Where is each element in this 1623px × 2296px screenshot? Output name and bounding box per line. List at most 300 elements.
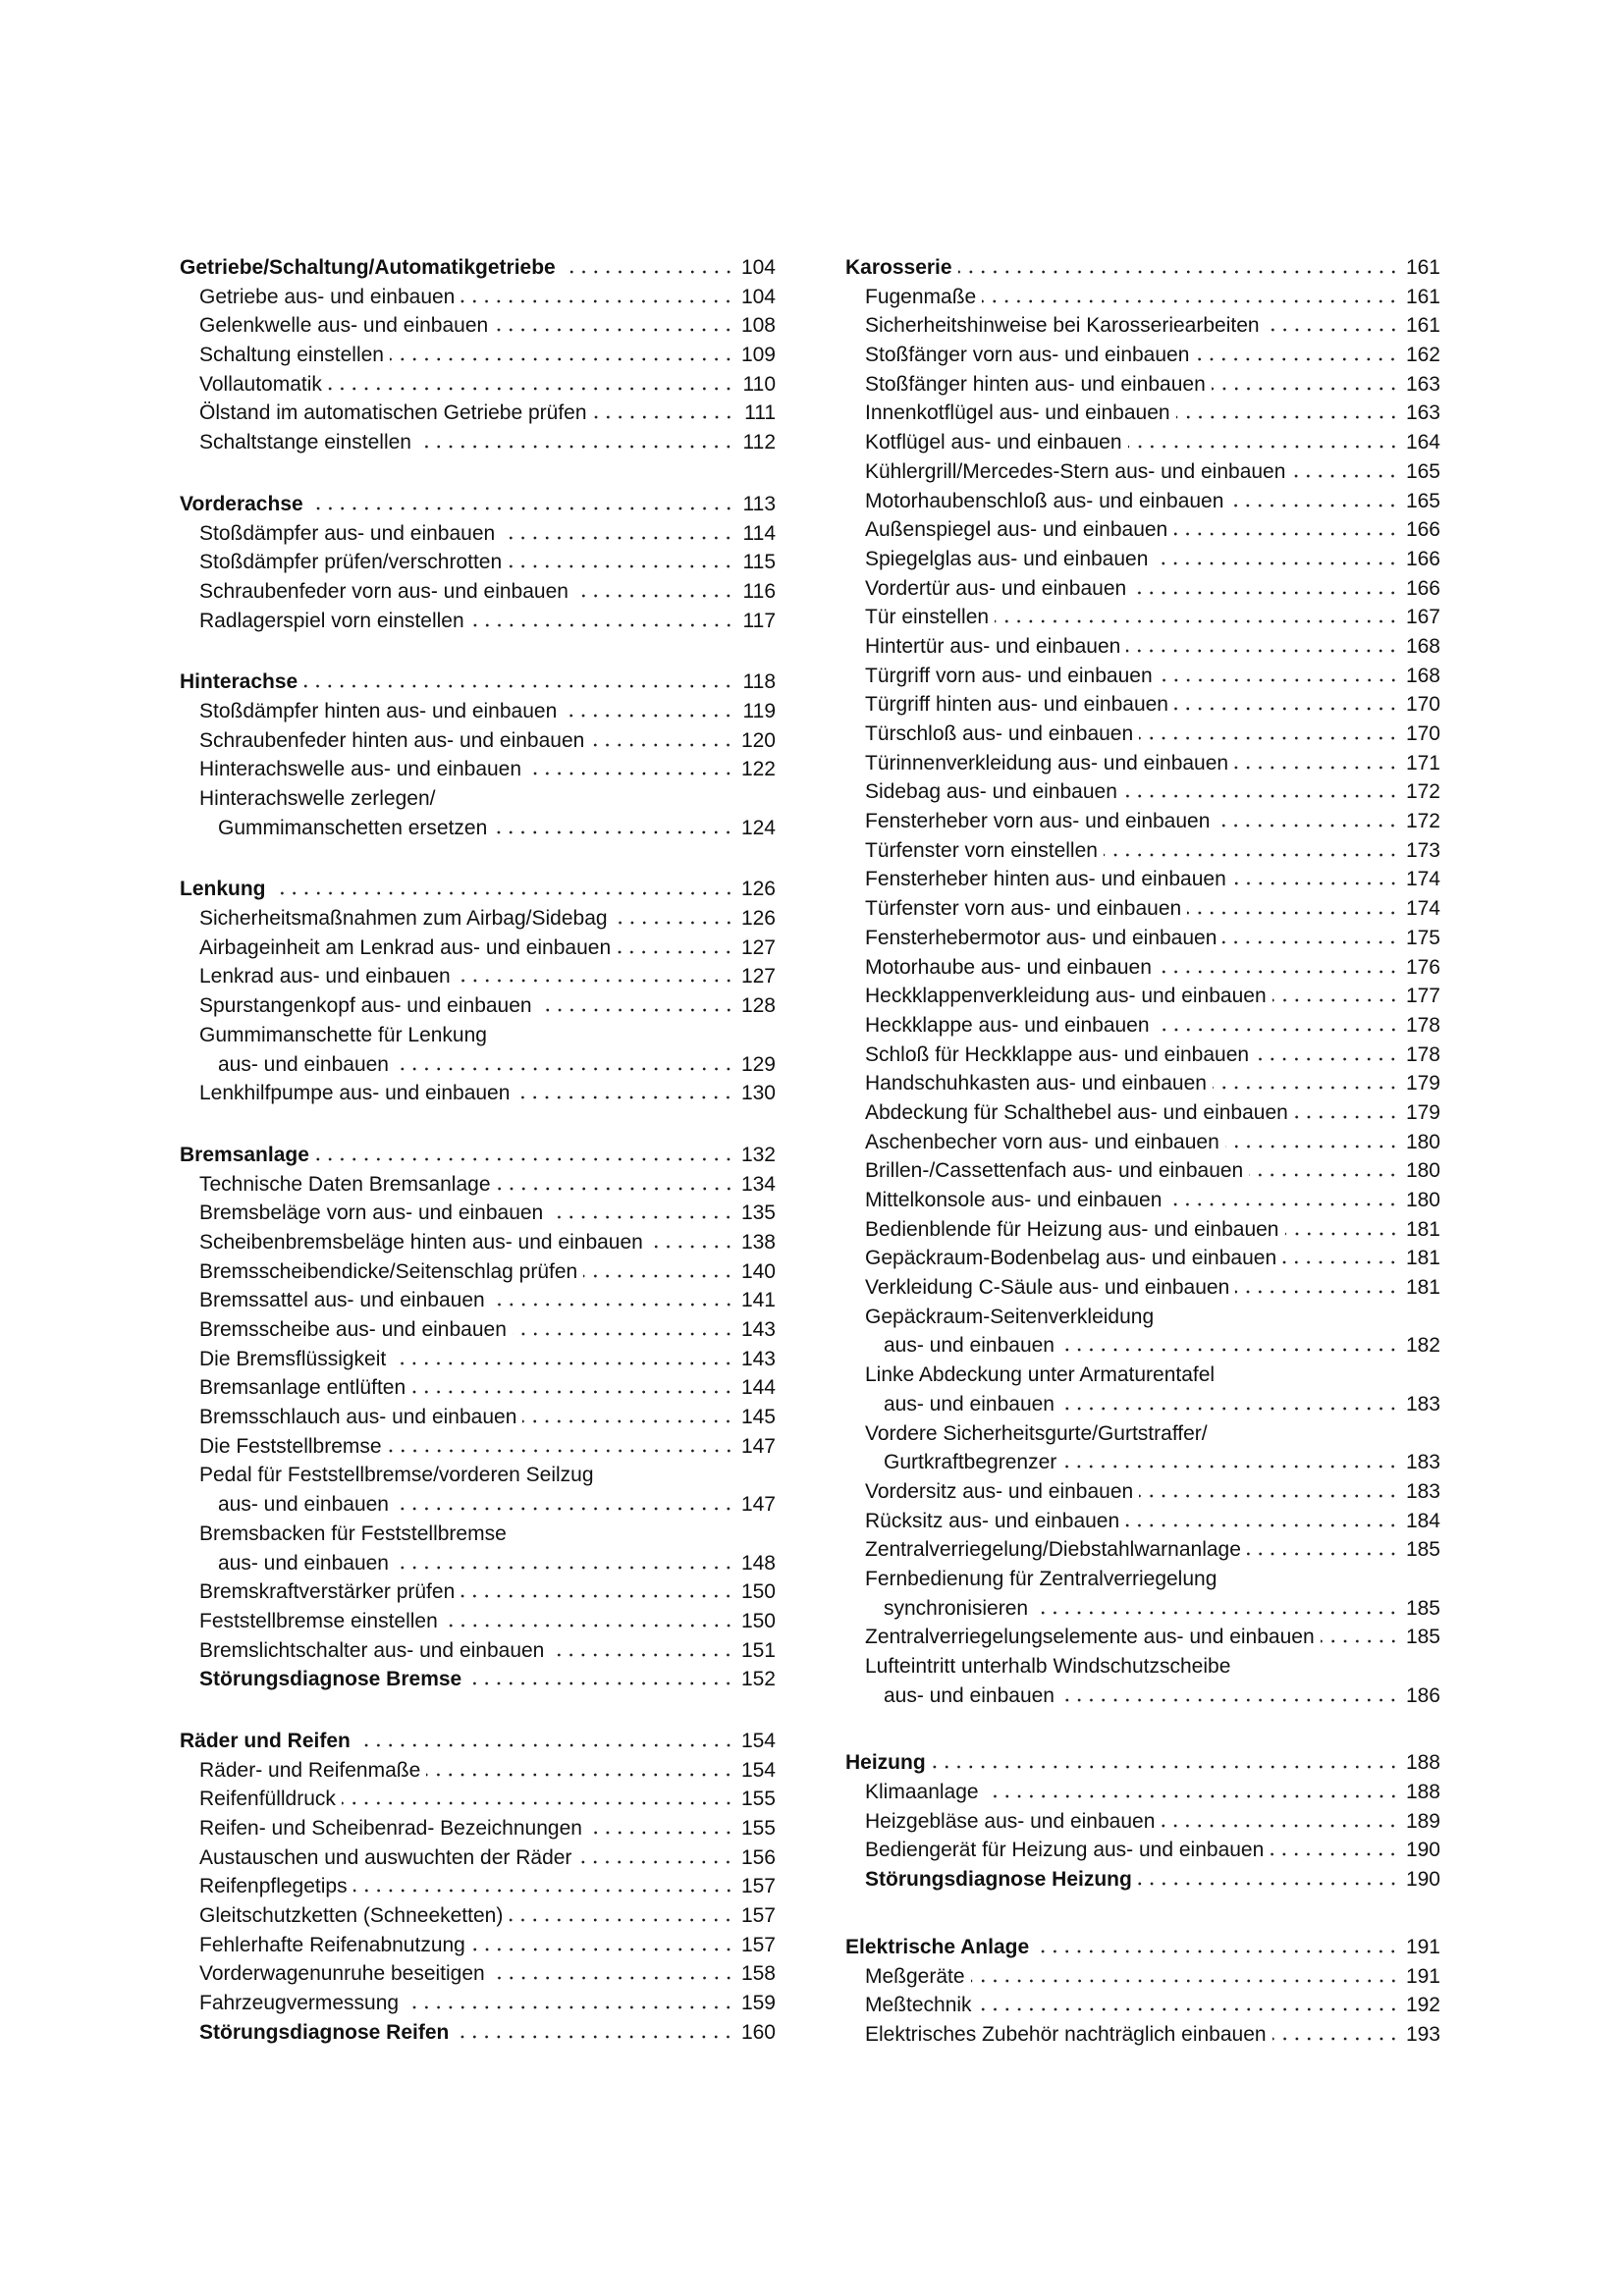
dot-leader	[303, 684, 734, 688]
page-number: 192	[1405, 1994, 1440, 2017]
entry-label: Stoßdämpfer aus- und einbauen	[199, 521, 496, 545]
page-number: 182	[1405, 1334, 1440, 1358]
entry-label: Fensterheber vorn aus- und einbauen	[865, 810, 1211, 833]
page-number: 163	[1405, 372, 1440, 396]
page-number: 154	[740, 1729, 776, 1752]
dot-leader	[1128, 445, 1399, 449]
entry-label: Heizgebläse aus- und einbauen	[865, 1809, 1156, 1833]
entry-label: Klimaanlage	[865, 1781, 979, 1804]
entry-label: aus- und einbauen	[884, 1683, 1055, 1707]
entry-label: Vorderachse	[180, 492, 303, 515]
toc-entry	[845, 982, 1440, 1011]
toc-entry-continuation	[180, 1050, 776, 1080]
toc-section	[180, 667, 776, 842]
toc-entry	[845, 1156, 1440, 1186]
page-number: 126	[740, 907, 776, 931]
entry-label: Aschenbecher vorn aus- und einbauen	[865, 1130, 1219, 1153]
page-number: 191	[1405, 1935, 1440, 1958]
page-number: 172	[1405, 810, 1440, 833]
toc-entry	[845, 1215, 1440, 1245]
page-number: 108	[740, 314, 776, 338]
dot-leader	[411, 1390, 734, 1394]
dot-leader	[405, 2005, 734, 2009]
dot-leader	[494, 328, 734, 332]
entry-label: Elektrische Anlage	[845, 1935, 1030, 1958]
page-number: 134	[740, 1172, 776, 1196]
dot-leader	[513, 1332, 734, 1336]
toc-section	[180, 490, 776, 635]
toc-entry	[845, 515, 1440, 545]
page-number: 175	[1405, 926, 1440, 949]
entry-label: Räder- und Reifenmaße	[199, 1758, 421, 1782]
page-number: 168	[1405, 634, 1440, 658]
dot-leader	[1321, 1639, 1399, 1643]
dot-leader	[315, 1157, 734, 1161]
dot-leader	[1123, 794, 1399, 798]
entry-label: Die Feststellbremse	[199, 1434, 382, 1458]
dot-leader	[309, 507, 734, 510]
toc-section	[180, 875, 776, 1108]
dot-leader	[426, 1773, 734, 1777]
toc-entry	[180, 1665, 776, 1694]
page-number: 145	[740, 1406, 776, 1429]
dot-leader	[590, 743, 734, 747]
page-number: 141	[740, 1289, 776, 1312]
page-number: 120	[740, 728, 776, 752]
page-number: 178	[1405, 1013, 1440, 1037]
entry-label: aus- und einbauen	[884, 1392, 1055, 1415]
page-number: 126	[740, 878, 776, 901]
page-number: 173	[1405, 838, 1440, 862]
entry-label: Störungsdiagnose Reifen	[199, 2020, 450, 2044]
page-number: 179	[1405, 1100, 1440, 1124]
dot-leader	[549, 1215, 734, 1219]
toc-entry	[845, 662, 1440, 691]
toc-entry	[180, 519, 776, 549]
toc-entry	[845, 341, 1440, 370]
entry-label: Sidebag aus- und einbauen	[865, 780, 1117, 804]
page-number: 152	[740, 1668, 776, 1691]
page-number: 118	[742, 670, 776, 694]
toc-entry	[845, 1011, 1440, 1041]
toc-entry	[180, 1959, 776, 1989]
entry-label: Rücksitz aus- und einbauen	[865, 1509, 1120, 1532]
page-number: 148	[740, 1551, 776, 1575]
entry-label: Spurstangenkopf aus- und einbauen	[199, 994, 532, 1018]
toc-entry-continuation	[180, 814, 776, 843]
page-number: 172	[1405, 780, 1440, 804]
entry-label: Bremsbeläge vorn aus- und einbauen	[199, 1201, 544, 1225]
toc-entry	[845, 777, 1440, 807]
dot-leader	[562, 270, 734, 274]
entry-label: Hinterachse	[180, 670, 298, 694]
dot-leader	[1158, 970, 1399, 974]
page-number: 163	[1405, 401, 1440, 425]
toc-entry	[845, 894, 1440, 924]
entry-label: Innenkotflügel aus- und einbauen	[865, 401, 1170, 425]
dot-leader	[1125, 1523, 1399, 1527]
toc-entry	[845, 1535, 1440, 1565]
entry-label: Zentralverriegelung/Diebstahlwarnanlage	[865, 1538, 1241, 1562]
entry-label: Kotflügel aus- und einbauen	[865, 431, 1122, 454]
dot-leader	[272, 891, 735, 895]
toc-entry-continuation	[845, 1390, 1440, 1419]
entry-label: Störungsdiagnose Bremse	[199, 1668, 462, 1691]
toc-section	[180, 1141, 776, 1694]
toc-entry	[845, 1836, 1440, 1865]
page-number: 147	[740, 1493, 776, 1517]
toc-entry	[845, 1244, 1440, 1273]
dot-leader	[1167, 1202, 1399, 1206]
page-number: 111	[744, 401, 776, 425]
dot-leader	[395, 1507, 734, 1511]
entry-label: aus- und einbauen	[218, 1493, 389, 1517]
dot-leader	[1139, 736, 1399, 740]
entry-label: Radlagerspiel vorn einstellen	[199, 609, 464, 632]
dot-leader	[353, 1889, 734, 1893]
toc-entry	[845, 1273, 1440, 1303]
toc-entry	[180, 2018, 776, 2048]
dot-leader	[614, 921, 734, 925]
dot-leader	[1272, 998, 1399, 1002]
section-heading	[845, 1748, 1440, 1778]
toc-entry	[845, 807, 1440, 836]
entry-label: Schraubenfeder vorn aus- und einbauen	[199, 579, 568, 603]
entry-label: Reifenfülldruck	[199, 1788, 336, 1811]
toc-section	[845, 1933, 1440, 2050]
page-number: 104	[740, 256, 776, 279]
dot-leader	[1266, 328, 1399, 332]
page-number: 132	[740, 1143, 776, 1166]
dot-leader	[1255, 1057, 1399, 1061]
dot-leader	[342, 1801, 734, 1805]
page-number: 165	[1405, 489, 1440, 512]
dot-leader	[574, 594, 734, 598]
entry-label: synchronisieren	[884, 1596, 1029, 1620]
page-number: 185	[1405, 1596, 1440, 1620]
toc-entry	[845, 428, 1440, 457]
page-number: 183	[1405, 1479, 1440, 1503]
page-number: 161	[1405, 256, 1440, 279]
dot-leader	[1232, 881, 1399, 885]
toc-entry	[180, 697, 776, 726]
page-number: 127	[740, 965, 776, 988]
dot-leader	[985, 1794, 1399, 1798]
entry-label: Bremsscheibe aus- und einbauen	[199, 1318, 507, 1341]
toc-entry	[845, 1652, 1440, 1682]
page-number: 150	[740, 1580, 776, 1604]
dot-leader	[501, 536, 734, 540]
toc-entry	[845, 690, 1440, 720]
toc-entry	[845, 865, 1440, 894]
entry-label: Linke Abdeckung unter Armaturentafel	[865, 1363, 1216, 1387]
dot-leader	[1187, 911, 1399, 915]
dot-leader	[1213, 1086, 1399, 1090]
page-number: 135	[740, 1201, 776, 1225]
entry-label: Abdeckung für Schalthebel aus- und einbauen	[865, 1100, 1288, 1124]
dot-leader	[395, 1067, 734, 1071]
toc-entry	[180, 1021, 776, 1050]
page-number: 170	[1405, 693, 1440, 717]
page-number: 128	[740, 994, 776, 1018]
page-number: 165	[1405, 459, 1440, 483]
dot-leader	[1174, 707, 1399, 711]
entry-label: Spiegelglas aus- und einbauen	[865, 547, 1149, 570]
page-number: 185	[1405, 1538, 1440, 1562]
dot-leader	[593, 415, 734, 419]
toc-entry	[180, 1636, 776, 1666]
entry-label: Stoßfänger hinten aus- und einbauen	[865, 372, 1206, 396]
page-number: 161	[1405, 314, 1440, 338]
entry-label: Sicherheitshinweise bei Karosseriearbeiten	[865, 314, 1260, 338]
toc-section	[845, 1748, 1440, 1894]
dot-leader	[395, 1566, 734, 1570]
toc-entry	[845, 487, 1440, 516]
toc-entry	[180, 399, 776, 428]
dot-leader	[1285, 1232, 1400, 1236]
toc-entry	[845, 749, 1440, 778]
toc-entry	[180, 1373, 776, 1403]
toc-entry	[180, 1345, 776, 1374]
dot-leader	[1126, 649, 1399, 653]
page-number: 157	[740, 1904, 776, 1928]
dot-leader	[1294, 1115, 1399, 1119]
toc-entry	[180, 1520, 776, 1549]
page-number: 117	[742, 609, 776, 632]
toc-entry	[180, 784, 776, 814]
entry-label: Hinterachswelle zerlegen/	[199, 787, 436, 810]
entry-label: Türfenster vorn einstellen	[865, 838, 1098, 862]
dot-leader	[1060, 1348, 1399, 1352]
dot-leader	[471, 1948, 734, 1951]
page-number: 162	[1405, 344, 1440, 367]
entry-label: Hintertür aus- und einbauen	[865, 634, 1121, 658]
page-number: 160	[740, 2020, 776, 2044]
dot-leader	[1282, 1260, 1399, 1264]
page-number: 178	[1405, 1042, 1440, 1066]
toc-entry	[180, 1461, 776, 1490]
page-number: 170	[1405, 722, 1440, 745]
toc-entry-continuation	[845, 1682, 1440, 1711]
entry-label: Vorderwagenunruhe beseitigen	[199, 1962, 485, 1986]
dot-leader	[995, 619, 1399, 623]
page-number: 157	[740, 1875, 776, 1898]
entry-label: Heckklappe aus- und einbauen	[865, 1013, 1150, 1037]
toc-entry	[180, 1989, 776, 2018]
dot-leader	[1249, 1173, 1399, 1177]
dot-leader	[1159, 678, 1399, 682]
dot-leader	[460, 299, 734, 303]
section-heading	[180, 1141, 776, 1170]
toc-entry	[180, 341, 776, 370]
dot-leader	[455, 2035, 734, 2039]
toc-entry	[180, 1785, 776, 1814]
entry-label: Motorhaubenschloß aus- und einbauen	[865, 489, 1224, 512]
entry-label: Hinterachswelle aus- und einbauen	[199, 758, 522, 781]
toc-entry	[845, 1477, 1440, 1507]
dot-leader	[1132, 591, 1399, 595]
page-number: 150	[740, 1609, 776, 1632]
entry-label: Karosserie	[845, 256, 952, 279]
page-number: 193	[1405, 2022, 1440, 2046]
page-number: 177	[1405, 985, 1440, 1008]
page-number: 119	[742, 699, 776, 722]
toc-entry	[180, 1257, 776, 1287]
entry-label: Reifenpflegetips	[199, 1875, 348, 1898]
toc-entry	[845, 1419, 1440, 1449]
toc-entry	[845, 1507, 1440, 1536]
entry-label: Bediengerät für Heizung aus- und einbauen	[865, 1839, 1265, 1862]
entry-label: Gummimanschetten ersetzen	[218, 816, 488, 839]
page-number: 114	[742, 521, 776, 545]
entry-label: Bremsanlage	[180, 1143, 309, 1166]
dot-leader	[617, 950, 734, 954]
page-number: 180	[1405, 1130, 1440, 1153]
entry-label: Bremslichtschalter aus- und einbauen	[199, 1638, 545, 1662]
dot-leader	[1060, 1698, 1399, 1702]
entry-label: Feststellbremse einstellen	[199, 1609, 438, 1632]
toc-entry	[180, 1170, 776, 1200]
entry-label: Fensterheber hinten aus- und einbauen	[865, 868, 1226, 891]
dot-leader	[491, 1976, 734, 1980]
dot-leader	[1229, 504, 1399, 507]
toc-section	[845, 253, 1440, 1710]
page-number: 164	[1405, 431, 1440, 454]
entry-label: Gleitschutzketten (Schneeketten)	[199, 1904, 504, 1928]
toc-entry	[180, 548, 776, 577]
toc-entry	[180, 607, 776, 636]
entry-label: Türschloß aus- und einbauen	[865, 722, 1134, 745]
dot-leader	[1247, 1552, 1399, 1556]
toc-entry	[845, 545, 1440, 574]
dot-leader	[470, 623, 734, 627]
dot-leader	[1173, 532, 1399, 536]
dot-leader	[958, 270, 1399, 274]
entry-label: Tür einstellen	[865, 606, 990, 629]
page-number: 140	[740, 1259, 776, 1283]
entry-label: Ölstand im automatischen Getriebe prüfen	[199, 401, 587, 425]
section-heading	[845, 253, 1440, 283]
page-number: 166	[1405, 518, 1440, 542]
dot-leader	[932, 1765, 1399, 1769]
entry-label: Meßgeräte	[865, 1964, 965, 1988]
dot-leader	[1270, 1852, 1399, 1856]
toc-entry	[180, 1872, 776, 1901]
dot-leader	[515, 1095, 734, 1099]
page-number: 130	[740, 1082, 776, 1105]
page-number: 122	[740, 758, 776, 781]
entry-label: Austauschen und auswuchten der Räder	[199, 1845, 572, 1869]
dot-leader	[457, 979, 734, 983]
dot-leader	[1062, 1465, 1399, 1468]
toc-entry	[180, 1286, 776, 1315]
entry-label: Handschuhkasten aus- und einbauen	[865, 1072, 1207, 1095]
dot-leader	[1035, 1949, 1399, 1953]
dot-leader	[508, 564, 734, 568]
entry-label: Getriebe aus- und einbauen	[199, 285, 456, 308]
toc-entry-continuation	[845, 1448, 1440, 1477]
dot-leader	[1216, 824, 1399, 828]
dot-leader	[388, 1449, 734, 1453]
dot-leader	[444, 1624, 734, 1628]
toc-entry	[180, 577, 776, 607]
entry-label: Fugenmaße	[865, 285, 977, 308]
toc-entry	[845, 1361, 1440, 1390]
dot-leader	[1272, 2037, 1399, 2041]
dot-leader	[356, 1743, 734, 1747]
dot-leader	[460, 1594, 734, 1598]
dot-leader	[583, 1274, 734, 1278]
entry-label: Vordersitz aus- und einbauen	[865, 1479, 1134, 1503]
page-number: 127	[740, 935, 776, 959]
toc-entry	[180, 726, 776, 756]
entry-label: Bremssattel aus- und einbauen	[199, 1289, 485, 1312]
dot-leader	[1161, 1824, 1399, 1828]
entry-label: Türgriff hinten aus- und einbauen	[865, 693, 1168, 717]
toc-entry	[180, 991, 776, 1021]
page-number: 184	[1405, 1509, 1440, 1532]
page-number: 166	[1405, 576, 1440, 600]
entry-label: Türfenster vorn aus- und einbauen	[865, 897, 1182, 921]
toc-entry	[180, 755, 776, 784]
toc-entry-continuation	[845, 1594, 1440, 1624]
entry-label: Lufteintritt unterhalb Windschutzscheibe	[865, 1655, 1231, 1678]
entry-label: Fensterhebermotor aus- und einbauen	[865, 926, 1217, 949]
dot-leader	[1060, 1407, 1399, 1411]
entry-label: Vordere Sicherheitsgurte/Gurtstraffer/	[865, 1421, 1208, 1445]
dot-leader	[1139, 1494, 1399, 1498]
toc-entry	[845, 283, 1440, 312]
entry-label: Bremsbacken für Feststellbremse	[199, 1522, 507, 1545]
toc-entry	[180, 428, 776, 457]
toc-entry	[845, 1041, 1440, 1070]
entry-label: Heckklappenverkleidung aus- und einbauen	[865, 985, 1267, 1008]
toc-entry	[180, 1403, 776, 1432]
dot-leader	[1212, 387, 1399, 391]
toc-column-left	[180, 253, 776, 2080]
entry-label: Verkleidung C-Säule aus- und einbauen	[865, 1276, 1230, 1300]
toc-entry	[180, 1199, 776, 1228]
dot-leader	[577, 1860, 734, 1864]
dot-leader	[538, 1008, 734, 1012]
page-number: 180	[1405, 1159, 1440, 1183]
page-number: 124	[740, 816, 776, 839]
entry-label: Gepäckraum-Bodenbelag aus- und einbauen	[865, 1247, 1277, 1270]
toc-entry	[845, 603, 1440, 632]
entry-label: Stoßfänger vorn aus- und einbauen	[865, 344, 1190, 367]
entry-label: Stoßdämpfer hinten aus- und einbauen	[199, 699, 558, 722]
toc-section	[180, 1727, 776, 2048]
dot-leader	[527, 772, 734, 775]
toc-entry	[845, 1991, 1440, 2020]
section-heading	[180, 490, 776, 519]
entry-label: Stoßdämpfer prüfen/verschrotten	[199, 551, 503, 574]
section-heading	[180, 1727, 776, 1756]
toc-entry	[180, 962, 776, 991]
page-number: 171	[1405, 751, 1440, 774]
dot-leader	[978, 2007, 1399, 2011]
page-number: 183	[1405, 1392, 1440, 1415]
toc-entry	[845, 924, 1440, 953]
dot-leader	[328, 387, 734, 391]
toc-entry	[180, 311, 776, 341]
dot-leader	[522, 1419, 734, 1423]
page-number: 191	[1405, 1964, 1440, 1988]
toc-entry	[180, 1607, 776, 1636]
toc-entry	[180, 904, 776, 934]
page-number: 144	[740, 1376, 776, 1400]
toc-entry	[845, 457, 1440, 487]
